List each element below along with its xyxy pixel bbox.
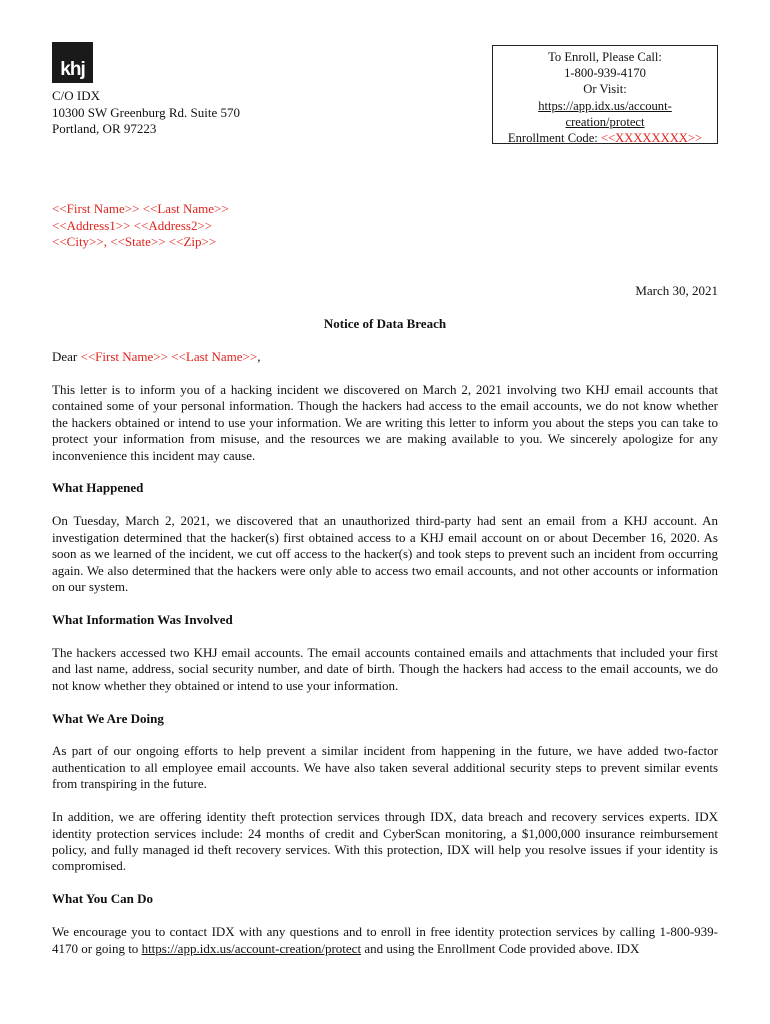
what-you-can-do-text: We encourage you to contact IDX with any questions and to enroll in free identity protection services by calling 1-800-939-4170 or going to <box>52 924 718 956</box>
salutation-suffix: , <box>257 349 261 364</box>
heading-what-you-can-do: What You Can Do <box>52 891 154 907</box>
recipient-name: <<First Name>> <<Last Name>> <box>52 201 229 216</box>
enroll-url-part1[interactable]: https://app.idx.us/account- <box>538 98 672 113</box>
recipient-street: <<Address1>> <<Address2>> <box>52 217 213 233</box>
enroll-visit-label: Or Visit: <box>583 82 627 97</box>
intro-paragraph: This letter is to inform you of a hacking incident we discovered on March 2, 2021 involving two KHJ email accounts that contained some of your personal information. Though the hackers had access to the email accounts, we do not know whether the hackers obtained or intend to use your information. We are writing this letter to inform you about the steps you can take to protect your information from misuse, and the resources we are making available to you. We sincerely apologize for any inconvenience this incident may cause. <box>52 381 718 463</box>
salutation <box>52 349 718 365</box>
return-address-line: Portland, OR 97223 <box>52 121 157 136</box>
enroll-phone: 1-800-939-4170 <box>564 66 646 81</box>
salutation-prefix: Dear <box>52 349 81 364</box>
salutation-name: <<First Name>> <<Last Name>> <box>80 349 258 364</box>
what-we-are-doing-paragraph-1: As part of our ongoing efforts to help prevent a similar incident from happening in the future, we have added two-factor authentication to all employee email accounts. We have also taken several additional security steps to prevent similar events from transpiring in the future. <box>52 743 718 792</box>
return-address-line: 10300 SW Greenburg Rd. Suite 570 <box>52 104 241 120</box>
letter-title: Notice of Data Breach <box>323 316 447 331</box>
enroll-url-link[interactable] <box>538 99 672 129</box>
recipient-address <box>52 201 229 251</box>
letter-date: March 30, 2021 <box>635 283 718 298</box>
enroll-call-label: To Enroll, Please Call: <box>548 50 662 64</box>
enrollment-link[interactable]: https://app.idx.us/account-creation/protect <box>141 940 362 956</box>
recipient-city-state-zip: <<City>>, <<State>> <<Zip>> <box>52 234 217 249</box>
enrollment-code-value: <<XXXXXXXX>> <box>600 131 703 146</box>
enrollment-box <box>492 45 718 144</box>
heading-what-we-are-doing: What We Are Doing <box>52 710 164 726</box>
enrollment-code-line <box>493 130 717 146</box>
return-address-line: C/O IDX <box>52 88 101 103</box>
what-you-can-do-text-cont: and using the Enrollment Code provided above. IDX <box>361 940 640 956</box>
letter-body <box>52 349 718 973</box>
what-happened-paragraph: On Tuesday, March 2, 2021, we discovered that an unauthorized third-party had sent an email from a KHJ account. An investigation determined that the hacker(s) first obtained access to a KHJ email account on or about December 16, 2020. As soon as we learned of the incident, we cut off access to the hacker(s) and took steps to prevent such an incident from occurring again. We also determined that the hackers were only able to access two email accounts, and not other accounts or information on our system. <box>52 513 718 594</box>
logo-text: khj <box>60 59 85 80</box>
return-address <box>52 88 240 138</box>
what-we-are-doing-paragraph-2: In addition, we are offering identity theft protection services through IDX, data breach and recovery services experts. IDX identity protection services include: 24 months of credit and CyberScan monitoring, a $1,000,000 insurance reimbursement policy, and fully managed id theft recovery services. With this protection, IDX will help you resolve issues if your identity is compromised. <box>52 809 718 874</box>
khj-logo <box>52 42 93 83</box>
enrollment-code-label: Enrollment Code: <box>507 131 601 146</box>
information-involved-paragraph: The hackers accessed two KHJ email accounts. The email accounts contained emails and attachments that included your first and last name, address, social security number, and date of birth. Though the hackers had access to the email accounts, we do not know whether they obtained or intend to use your information. <box>52 644 718 693</box>
what-you-can-do-paragraph <box>52 924 718 957</box>
heading-information-involved: What Information Was Involved <box>52 611 233 627</box>
heading-what-happened: What Happened <box>52 480 144 496</box>
enroll-url-part2[interactable]: creation/protect <box>565 114 645 129</box>
